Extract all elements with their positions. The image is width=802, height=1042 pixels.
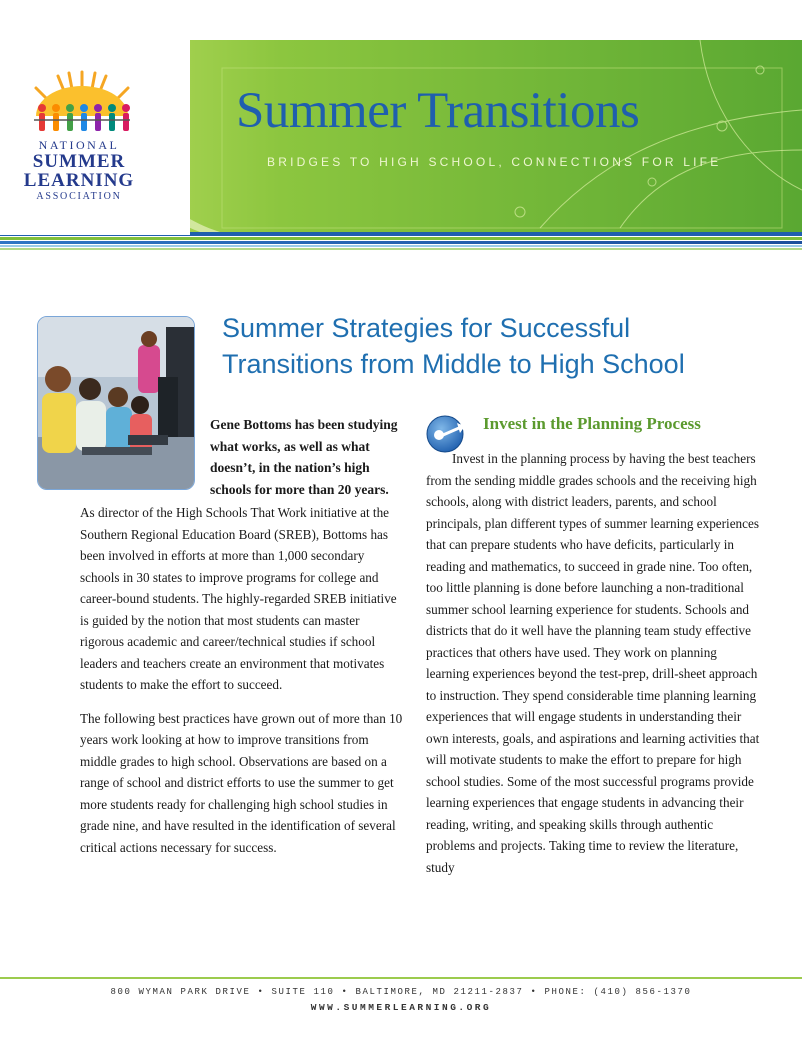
left-column	[80, 502, 405, 870]
section-heading: Invest in the Planning Process	[483, 414, 701, 433]
footer-divider	[0, 977, 802, 979]
logo-wordmark	[14, 138, 144, 203]
footer-address: 800 WYMAN PARK DRIVE • SUITE 110 • BALTIMORE, MD 21211-2837 • PHONE: (410) 856-1370	[110, 987, 692, 997]
logo-line-summer: SUMMER	[32, 151, 126, 172]
section-body: Invest in the planning process by having the best teachers from the sending middle grades schools and the receiving high schools, along with district leaders, parents, and school principals, plan different types of summer learning experiences that can prepare students who have deficits, particularly in reading and mathematics, to succeed in grade nine. Too often, too little planning is done before launching a non-traditional summer school learning experience for students. Schools and districts that do it well have the planning team study effective practices that others have used. They work on planning learning experiences beyond the test-prep, drill-sheet approach to instruction. They spend considerable time planning learning experiences that will engage students in understanding their own interests, goals, and aspirations and learning activities that will motivate students to make the effort to prepare for high school studies. Some of the most successful programs provide learning experiences that engage students in advancing their reading, writing, and speaking skills through authentic problems and projects. Taking time to review the literature, study	[426, 451, 760, 875]
logo-line-national: NATIONAL	[38, 138, 120, 152]
students-at-computers-photo	[37, 316, 195, 490]
footer-website-link[interactable]: WWW.SUMMERLEARNING.ORG	[310, 1002, 492, 1013]
headline-line-1: Summer Strategies for Successful	[222, 313, 631, 343]
article-lead: Gene Bottoms has been studying what works, as well as what doesn’t, in the nation’s high schools for more than 20 years.	[210, 417, 398, 497]
photo-illustration	[38, 317, 194, 489]
article-headline	[222, 310, 792, 382]
paragraph-1: As director of the High Schools That Work initiative at the Southern Regional Education Board (SREB), Bottoms has been involved in efforts at more than 1,000 secondary schools in 30 states to improve programs for college and career-bound students. The highly-regarded SREB initiative is guided by the notion that most students can master rigorous academic and career/technical studies if school leaders and teachers create an environment that motivates students to make the effort to succeed.	[80, 505, 397, 692]
logo[interactable]	[0, 0, 190, 235]
headline-line-2: Transitions from Middle to High School	[222, 349, 685, 379]
right-column	[426, 448, 760, 878]
banner-title: Summer Transitions	[236, 83, 640, 139]
sun-people-logo-icon	[12, 58, 152, 138]
header-banner	[0, 0, 802, 258]
logo-line-learning: LEARNING	[23, 170, 135, 191]
banner-subtitle: BRIDGES TO HIGH SCHOOL, CONNECTIONS FOR LIFE	[267, 155, 722, 169]
paragraph-2: The following best practices have grown out of more than 10 years work looking at how to improve transitions from middle grades to high school. Observations are based on a range of school and district efforts to use the summer to get more students ready for challenging high school studies in grade nine, and have resulted in the identification of several critical actions necessary for success.	[80, 710, 403, 855]
logo-line-association: ASSOCIATION	[36, 191, 122, 202]
